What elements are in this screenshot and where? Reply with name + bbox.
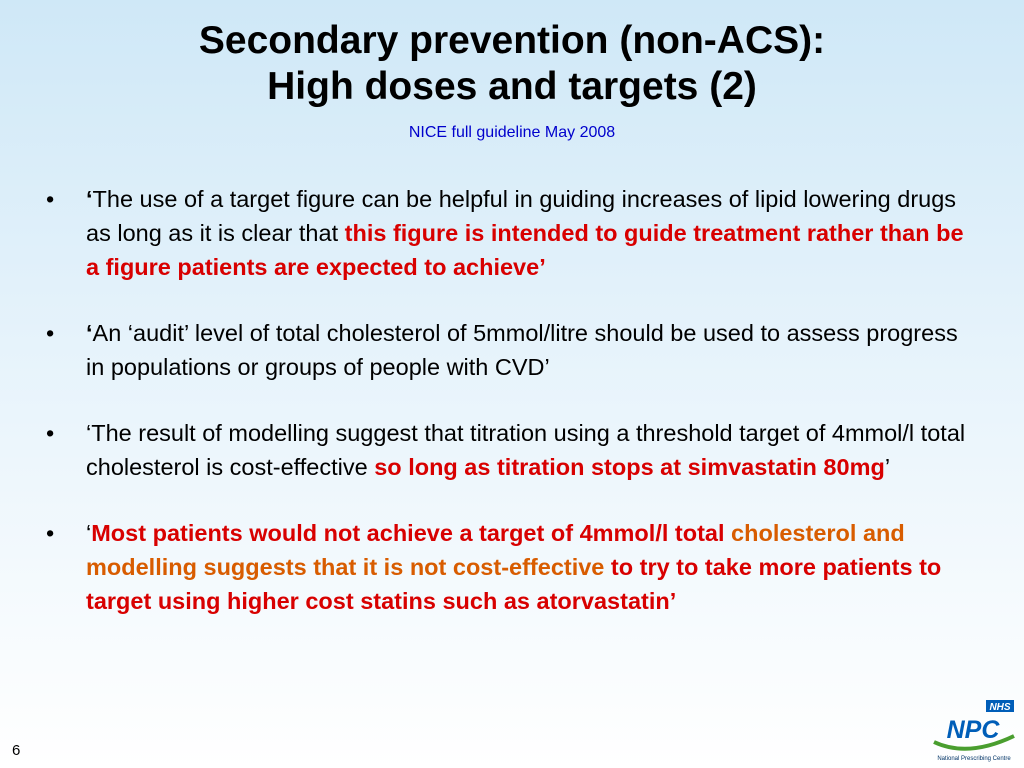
- bullet-marker: •: [46, 320, 55, 346]
- bullet-item: [46, 182, 976, 284]
- bullet-item: [46, 416, 976, 484]
- slide-subtitle: NICE full guideline May 2008: [408, 124, 616, 141]
- logo-caption: National Prescribing Centre: [937, 756, 1011, 762]
- close-quote: ’: [884, 454, 891, 480]
- bullet-emphasis: so long as titration stops at simvastatin 80mg: [374, 454, 885, 480]
- bullet-item: [46, 516, 976, 618]
- bullet-emphasis: Most patients would not achieve a target of 4mmol/l total: [91, 520, 732, 546]
- open-quote: ‘: [86, 320, 93, 346]
- open-quote: ‘: [86, 186, 93, 212]
- open-quote: ‘: [86, 520, 92, 546]
- bullet-emphasis: to try to take more patients to target using higher cost statins such as atorvastatin’: [86, 554, 942, 614]
- bullet-text: ‘The result of modelling suggest that titration using a threshold target of 4mmol/l total cholesterol is cost-effective: [86, 420, 966, 480]
- bullet-marker: •: [46, 520, 55, 546]
- bullet-marker: •: [46, 186, 55, 212]
- title-line-2: High doses and targets (2): [267, 65, 757, 108]
- bullet-text: An ‘audit’ level of total cholesterol of 5mmol/litre should be used to assess progress in populations or groups of people with CVD’: [86, 320, 958, 380]
- bullet-list: [46, 182, 976, 650]
- nhs-text: NHS: [989, 702, 1011, 713]
- title-line-1: Secondary prevention (non-ACS):: [198, 19, 826, 62]
- bullet-text: The use of a target figure can be helpful in guiding increases of lipid lowering drugs as long as it is clear that: [86, 186, 957, 246]
- bullet-item: [46, 316, 976, 384]
- slide-title: [0, 18, 1024, 110]
- slide-number: 6: [12, 742, 21, 759]
- bullet-emphasis-orange: cholesterol and modelling suggests that it is not cost-effective: [86, 520, 905, 580]
- bullet-emphasis: this figure is intended to guide treatment rather than be a figure patients are expected to achieve’: [86, 220, 964, 280]
- bullet-marker: •: [46, 420, 55, 446]
- npc-logo: [928, 698, 1018, 764]
- npc-text: NPC: [946, 716, 1000, 744]
